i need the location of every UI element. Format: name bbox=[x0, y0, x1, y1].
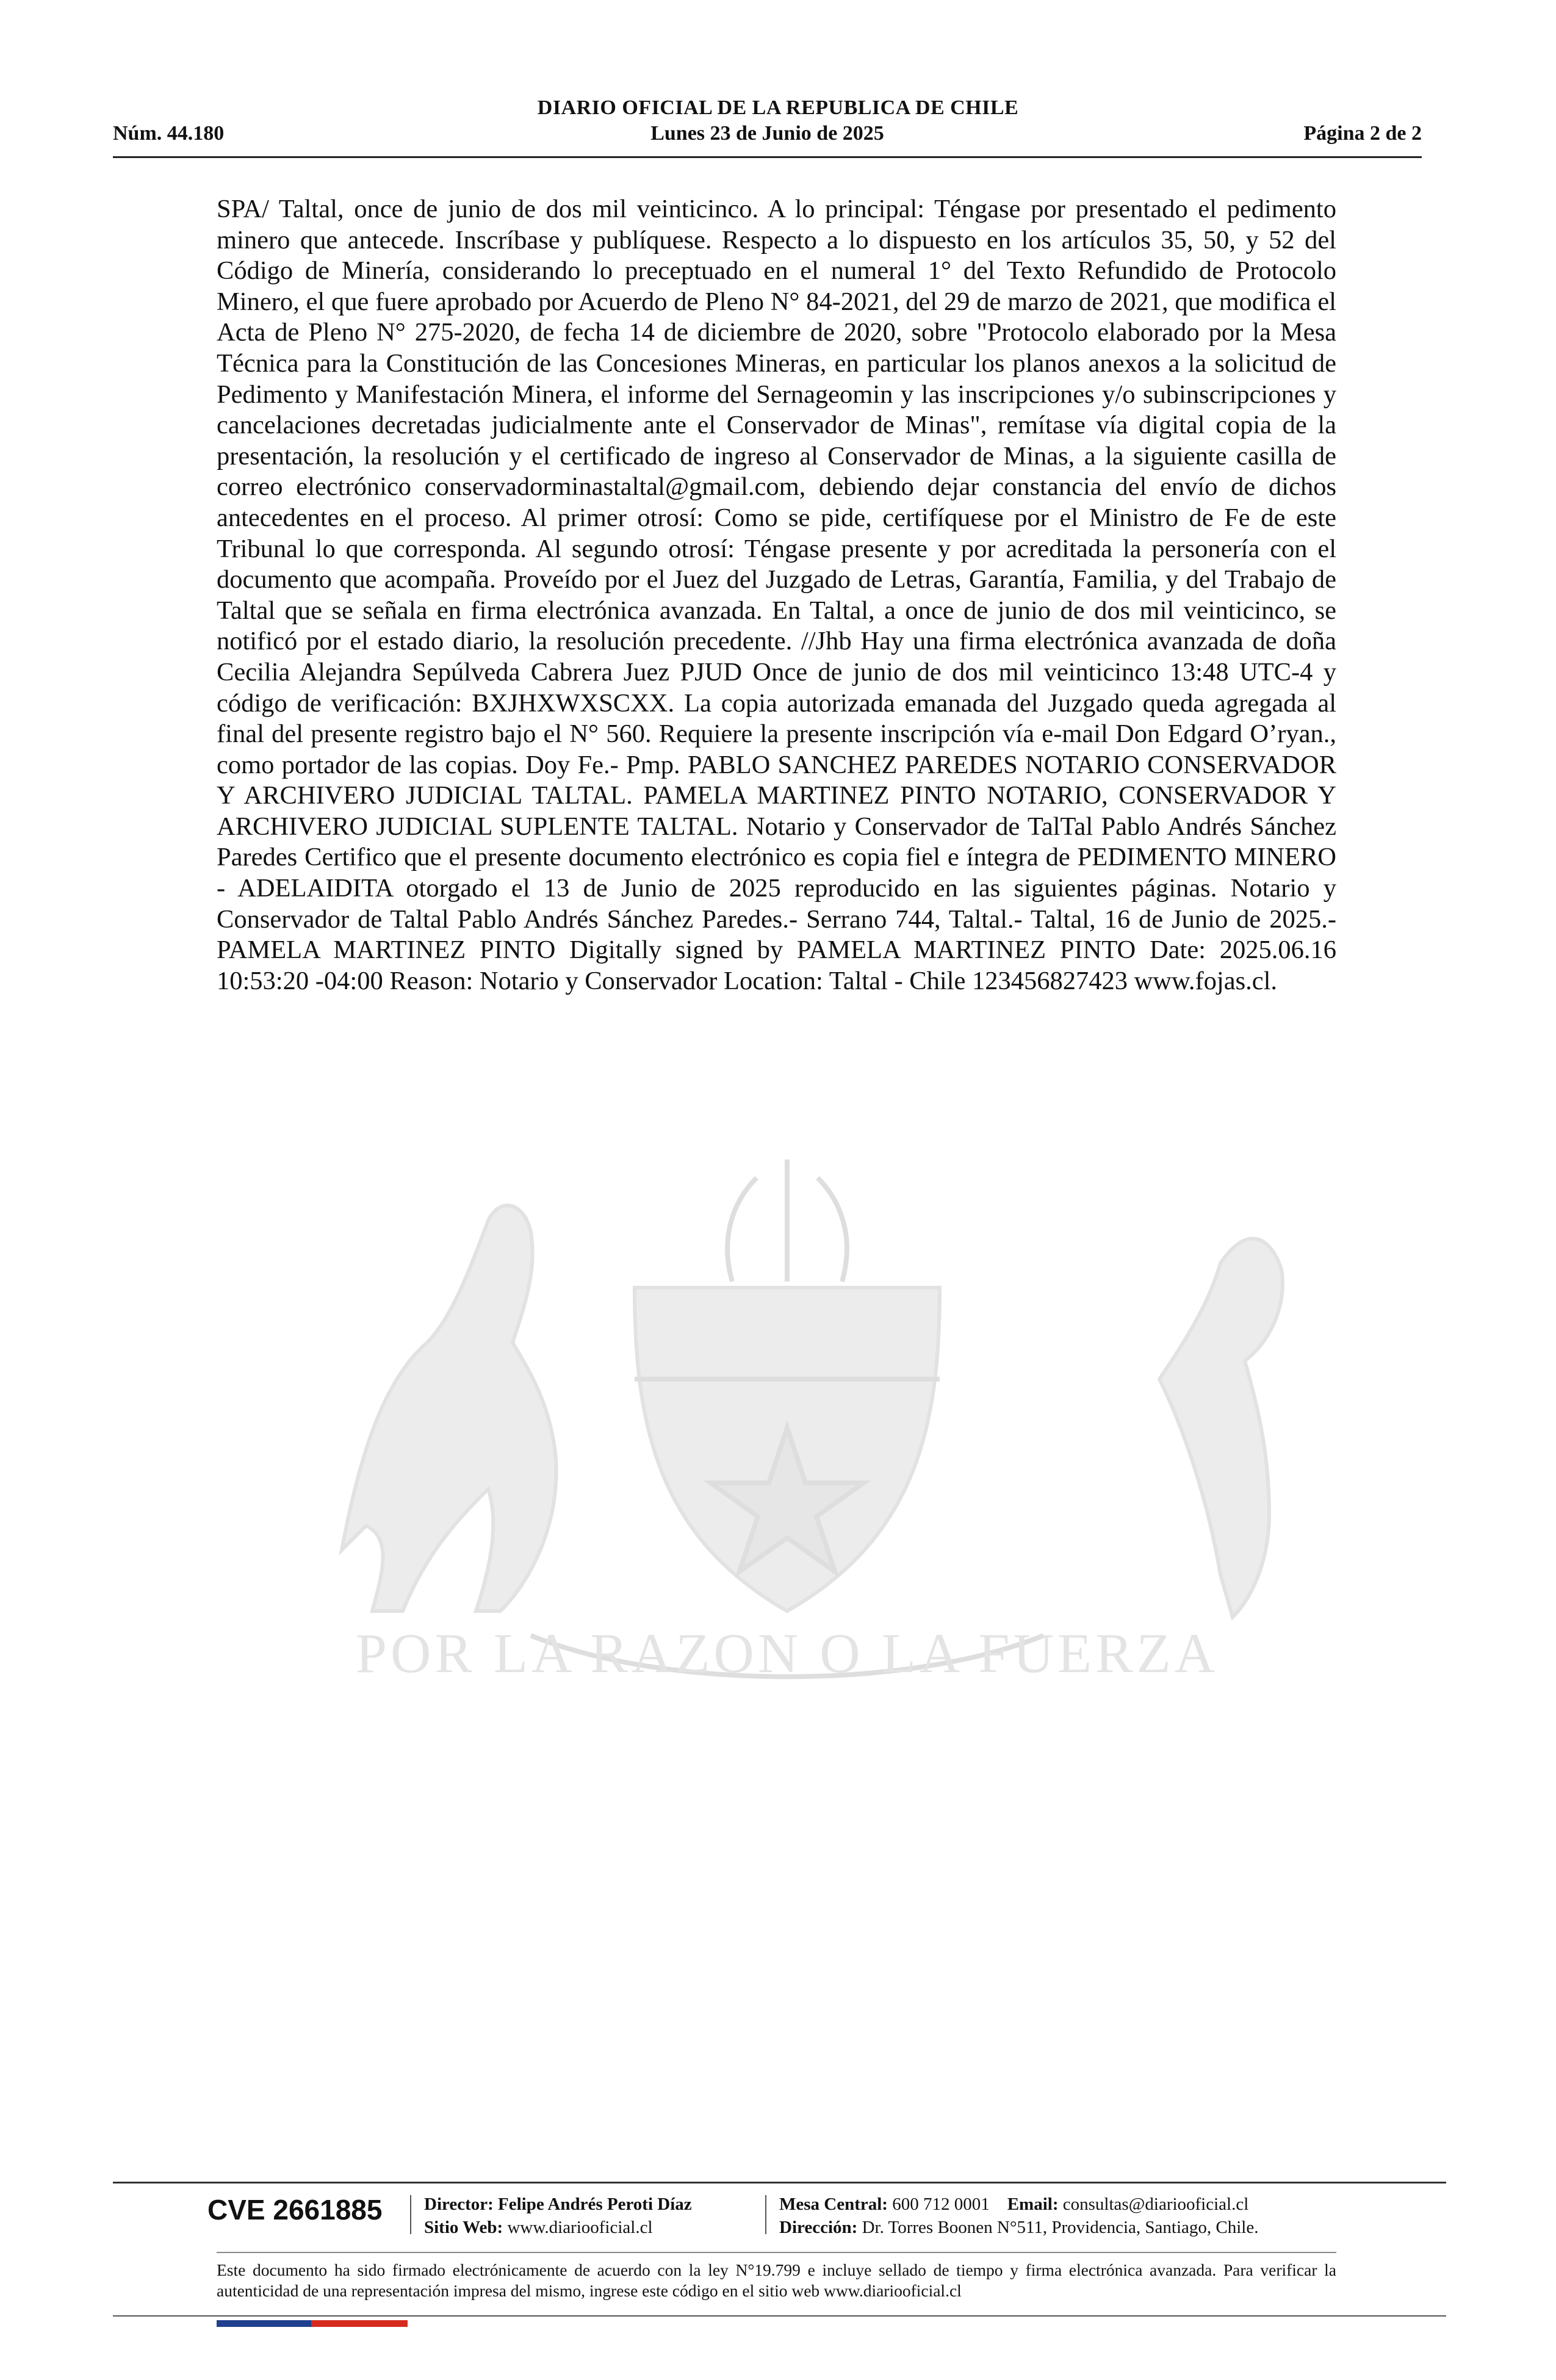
header-divider bbox=[113, 156, 1422, 158]
cve-code: CVE 2661885 bbox=[207, 2194, 383, 2226]
footer-director-block bbox=[424, 2193, 692, 2239]
address-label: Dirección: bbox=[779, 2218, 858, 2237]
newspaper-title: DIARIO OFICIAL DE LA REPUBLICA DE CHILE bbox=[537, 96, 1019, 119]
footer-divider-bottom bbox=[113, 2315, 1446, 2317]
document-body: SPA/ Taltal, once de junio de dos mil veinticinco. A lo principal: Téngase por presentado el pedimento minero que antecede. Inscríbase y publíquese. Respecto a lo dispuesto en los artículos 35, 50, y 52 del Código de Minería, considerando lo preceptuado en el numeral 1° del Texto Refundido de Protocolo Minero, el que fuere aprobado por Acuerdo de Pleno N° 84-2021, del 29 de marzo de 2021, que modifica el Acta de Pleno N° 275-2020, de fecha 14 de diciembre de 2020, sobre "Protocolo elaborado por la Mesa Técnica para la Constitución de las Concesiones Mineras, en particular los planos anexos a la solicitud de Pedimento y Manifestación Minera, el informe del Sernageomin y las inscripciones y/o subinscripciones y cancelaciones decretadas judicialmente ante el Conservador de Minas", remítase vía digital copia de la presentación, la resolución y el certificado de ingreso al Conservador de Minas, a la siguiente casilla de correo electrónico conservadorminastaltal@gmail.com, debiendo dejar constancia del envío de dichos antecedentes en el proceso. Al primer otrosí: Como se pide, certifíquese por el Ministro de Fe de este Tribunal lo que corresponda. Al segundo otrosí: Téngase presente y por acreditada la personería con el documento que acompaña. Proveído por el Juez del Juzgado de Letras, Garantía, Familia, y del Trabajo de Taltal que se señala en firma electrónica avanzada. En Taltal, a once de junio de dos mil veinticinco, se notificó por el estado diario, la resolución precedente. //Jhb Hay una firma electrónica avanzada de doña Cecilia Alejandra Sepúlveda Cabrera Juez PJUD Once de junio de dos mil veinticinco 13:48 UTC-4 y código de verificación: BXJHXWXSCXX. La copia autorizada emanada del Juzgado queda agregada al final del presente registro bajo el N° 560. Requiere la presente inscripción vía e-mail Don Edgard O’ryan., como portador de las copias. Doy Fe.- Pmp. PABLO SANCHEZ PAREDES NOTARIO CONSERVADOR Y ARCHIVERO JUDICIAL TALTAL. PAMELA MARTINEZ PINTO NOTARIO, CONSERVADOR Y ARCHIVERO JUDICIAL SUPLENTE TALTAL. Notario y Conservador de TalTal Pablo Andrés Sánchez Paredes Certifico que el presente documento electrónico es copia fiel e íntegra de PEDIMENTO MINERO - ADELAIDITA otorgado el 13 de Junio de 2025 reproducido en las siguientes páginas. Notario y Conservador de Taltal Pablo Andrés Sánchez Paredes.- Serrano 744, Taltal.- Taltal, 16 de Junio de 2025.- PAMELA MARTINEZ PINTO Digitally signed by PAMELA MARTINEZ PINTO Date: 2025.06.16 10:53:20 -04:00 Reason: Notario y Conservador Location: Taltal - Chile 123456827423 www.fojas.cl. bbox=[217, 195, 1336, 995]
director-value: Felipe Andrés Peroti Díaz bbox=[498, 2194, 692, 2214]
email-label: Email: bbox=[1007, 2194, 1059, 2214]
mesa-value: 600 712 0001 bbox=[892, 2194, 990, 2214]
director-label: Director: bbox=[424, 2194, 494, 2214]
coat-of-arms-watermark bbox=[268, 1086, 1306, 1697]
address-value: Dr. Torres Boonen N°511, Providencia, Santiago, Chile. bbox=[862, 2218, 1259, 2237]
footer-separator bbox=[410, 2195, 411, 2234]
issue-date: Lunes 23 de Junio de 2025 bbox=[650, 122, 884, 145]
footer-separator bbox=[765, 2195, 766, 2234]
issue-number: Núm. 44.180 bbox=[113, 122, 225, 145]
footer-legal-note: Este documento ha sido firmado electrónicamente de acuerdo con la ley N°19.799 e incluye sellado de tiempo y firma electrónica avanzada. Para verificar la autenticidad de una representación impresa del mismo, ingrese este código en el sitio web www.diariooficial.cl bbox=[217, 2260, 1336, 2300]
footer-divider-top bbox=[113, 2182, 1446, 2183]
page-number: Página 2 de 2 bbox=[1303, 122, 1422, 145]
email-link[interactable]: consultas@diariooficial.cl bbox=[1062, 2194, 1249, 2214]
header-row bbox=[113, 122, 1422, 149]
flag-stripe-blue bbox=[217, 2320, 311, 2327]
web-label: Sitio Web: bbox=[424, 2218, 503, 2237]
web-link[interactable]: www.diariooficial.cl bbox=[507, 2218, 653, 2237]
watermark-motto: POR LA RAZON O LA FUERZA bbox=[355, 1622, 1219, 1684]
mesa-label: Mesa Central: bbox=[779, 2194, 888, 2214]
footer-divider-mid bbox=[217, 2252, 1336, 2253]
footer-contact-block bbox=[779, 2193, 1258, 2239]
flag-stripe-red bbox=[311, 2320, 408, 2327]
